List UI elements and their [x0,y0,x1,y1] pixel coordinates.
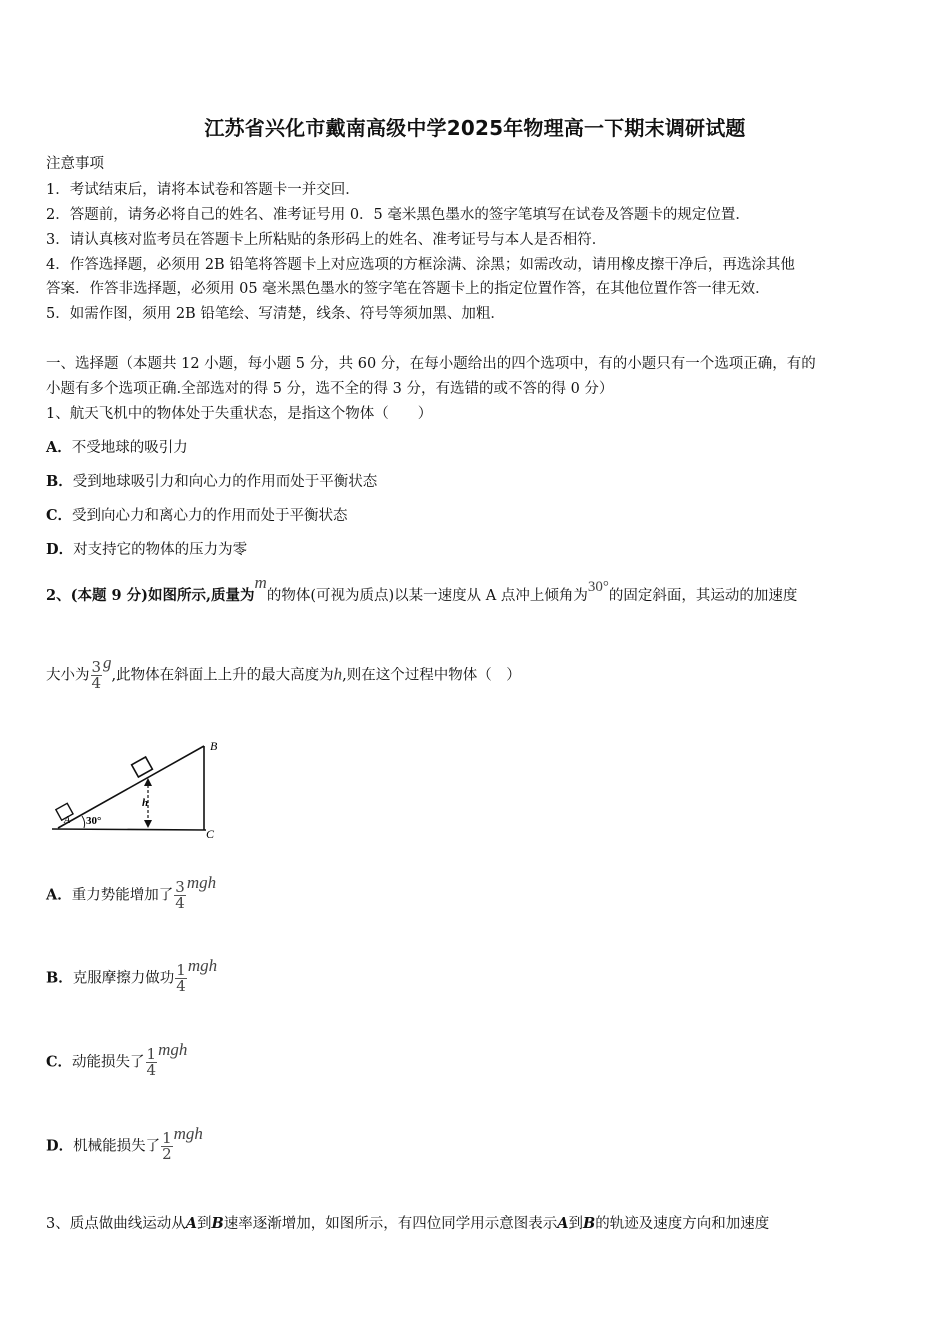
q1-option-c: C．受到向心力和离心力的作用而处于平衡状态 [46,507,348,524]
section-instructions: 一、选择题（本题共 12 小题，每小题 5 分，共 60 分，在每小题给出的四个选项中，有的小题只有一个选项正确，有的 [46,356,816,372]
q1-option-b: B．受到地球吸引力和向心力的作用而处于平衡状态 [46,473,378,490]
notice-item: 2．答题前，请务必将自己的姓名、准考证号用 0．5 毫米黑色墨水的签字笔填写在试卷及答题卡的规定位置． [46,207,750,223]
fraction: $\frac{3}{4}$ [91,658,102,692]
notice-item: 3．请认真核对监考员在答题卡上所粘贴的条形码上的姓名、准考证号与本人是否相符． [46,232,607,248]
label-angle: 30° [86,815,102,827]
question-3-stem: 3、质点做曲线运动从A到B速率逐渐增加，如图所示，有四位同学用示意图表示A到B的轨迹及速度方向和加速度 [46,1215,770,1232]
fraction: $\frac{1}{4}$ [176,961,186,995]
label-b: B [210,739,218,753]
notice-item: 答案．作答非选择题，必须用 05 毫米黑色墨水的签字笔在答题卡上的指定位置作答，在其他位置作答一律无效． [46,281,770,297]
page-title: 江苏省兴化市戴南高级中学2025年物理高一下期末调研试题 [204,116,746,140]
section-instructions: 小题有多个选项正确.全部选对的得 5 分，选不全的得 3 分，有选错的或不答的得 0 分） [46,381,614,397]
notice-item: 5．如需作图，须用 2B 铅笔绘、写清楚，线条、符号等须加黑、加粗． [46,306,505,322]
label-h: h [142,797,149,809]
label-c: C [206,827,215,841]
question-2-stem-line1: 2、(本题 9 分)如图所示,质量为m的物体(可视为质点)以某一速度从 A 点冲上倾角为30°的固定斜面，其运动的加速度 [46,573,798,604]
q2-option-a: A．重力势能增加了 $\frac{3}{4}$ mgh [46,872,217,912]
fraction: $\frac{1}{4}$ [146,1045,157,1079]
question-1-stem: 1、航天飞机中的物体处于失重状态，是指这个物体（ ） [46,406,433,422]
notice-item: 4．作答选择题，必须用 2B 铅笔将答题卡上对应选项的方框涂满、涂黑；如需改动，请用橡皮擦干净后，再选涂其他 [46,257,795,273]
q2-option-d: D．机械能损失了 $\frac{1}{2}$ mgh [46,1123,203,1163]
notice-item: 1．考试结束后，请将本试卷和答题卡一并交回． [46,182,360,198]
label-a: A [64,815,71,826]
incline-figure [44,738,234,842]
q1-option-a: A．不受地球的吸引力 [46,439,188,456]
q1-option-d: D．对支持它的物体的压力为零 [46,541,248,558]
q2-option-b: B．克服摩擦力做功 $\frac{1}{4}$ mgh [46,955,218,995]
notice-heading: 注意事项 [46,156,104,172]
fraction: $\frac{3}{4}$ [175,878,185,912]
question-2-stem-line2: 大小为 $\frac{3}{4}$ g,此物体在斜面上上升的最大高度为h,则在这个过程中物体（ ） [46,652,521,692]
q2-option-c: C．动能损失了 $\frac{1}{4}$ mgh [46,1039,188,1079]
fraction: $\frac{1}{2}$ [162,1129,172,1163]
